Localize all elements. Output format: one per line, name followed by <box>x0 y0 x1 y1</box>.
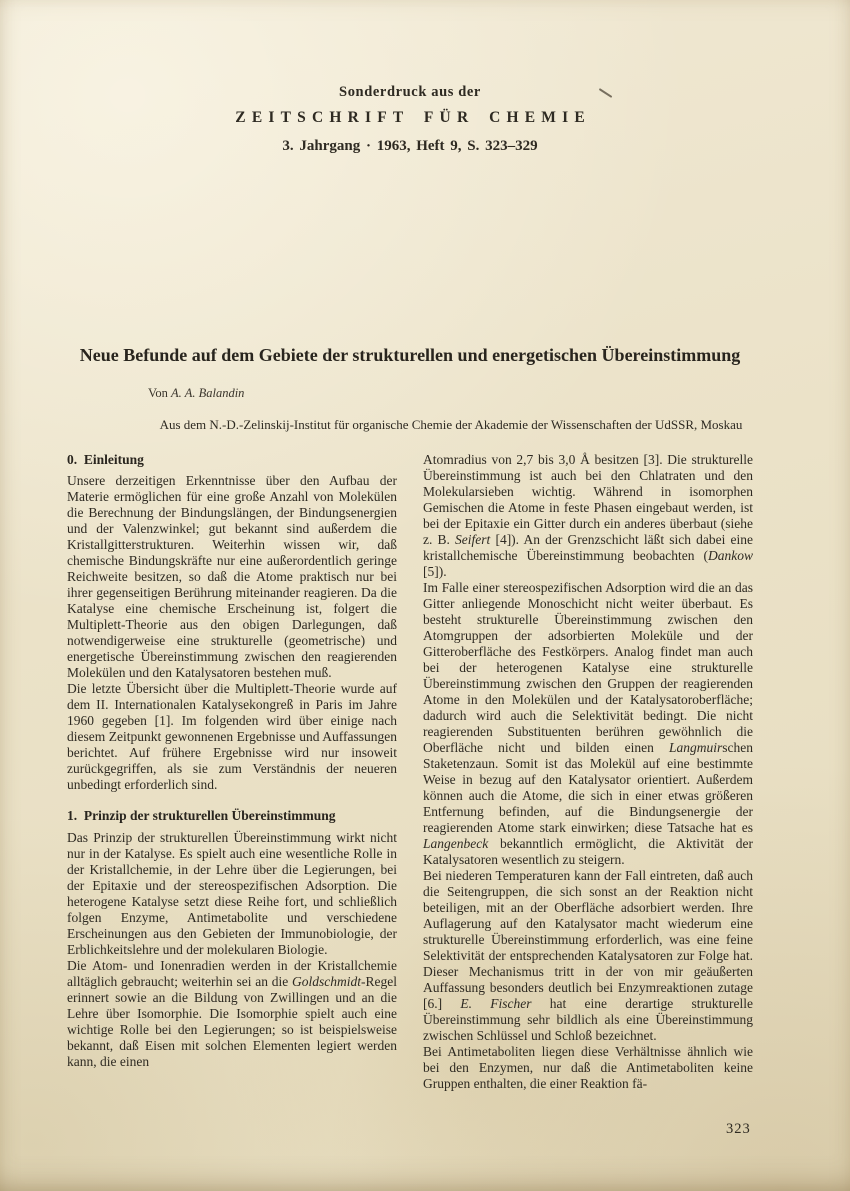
paragraph: Die letzte Übersicht über die Multiplett-Theorie wurde auf dem II. Internationalen Katalysekongreß in Paris im Jahre 1960 gegeben [1]. Im folgenden wird über einige nach diesem Zeitpunkt gewonnenen Ergebnisse und Auffassungen berichtet. Auf frühere Ergebnisse wird nur insoweit zurückgegriffen, als sie zum Verständnis der neueren unbedingt erforderlich sind. <box>67 681 397 792</box>
two-column-body <box>67 452 753 1092</box>
journal-name: ZEITSCHRIFT FÜR CHEMIE <box>235 109 591 126</box>
paragraph: Die Atom- und Ionenradien werden in der Kristallchemie alltäglich gebraucht; weiterhin sei an die Goldschmidt-Regel erinnert sowie an die Bildung von Zwillingen und an die Lehre über Isomorphie. Die Isomorphie spielt auch eine wichtige Rolle bei den Legierungen; so ist beispielsweise bekannt, daß Eisen mit solchen Elementen legiert werden kann, die einen <box>67 958 397 1069</box>
reprint-line: Sonderdruck aus der <box>339 84 481 100</box>
paragraph: Bei niederen Temperaturen kann der Fall eintreten, daß auch die Seitengruppen, die sich sonst an der Reaktion nicht beteiligen, mit an der Oberfläche adsorbiert werden. Ihre Auflagerung auf den Katalysator macht wiederum eine strukturelle Übereinstimmung erforderlich, was eine feine Selektivität der entsprechenden Katalysatoren zur Folge hat. Dieser Mechanismus tritt in der von mir geäußerten Auffassung besonders deutlich bei Enzymreaktionen zutage [6.] E. Fischer hat eine derartige strukturelle Übereinstimmung sehr bildlich als eine Übereinstimmung zwischen Schlüssel und Schloß bezeichnet. <box>423 868 753 1043</box>
paragraph: Bei Antimetaboliten liegen diese Verhältnisse ähnlich wie bei den Enzymen, nur daß die Antimetaboliten keine Gruppen enthalten, die einer Reaktion fä- <box>423 1044 753 1091</box>
right-column <box>423 452 753 1092</box>
section-heading-1: 1. Prinzip der strukturellen Übereinstimmung <box>67 808 336 823</box>
author-name: A. A. Balandin <box>171 386 245 400</box>
paragraph: Das Prinzip der strukturellen Übereinstimmung wirkt nicht nur in der Katalyse. Es spielt auch eine wesentliche Rolle in der Kristallchemie, in der Lehre über die Legierungen, bei der Epitaxie und der stereospezifischen Adsorption. Die heterogene Katalyse setzt diese Reihe fort, und schließlich folgen Enzyme, Antimetabolite und verschiedene Erscheinungen aus den Gebieten der Immunobiologie, der Erblichkeitslehre und der molekularen Biologie. <box>67 830 397 957</box>
paragraph: Atomradius von 2,7 bis 3,0 Å besitzen [3]. Die strukturelle Übereinstimmung ist auch bei den Chlatraten und den Molekularsieben wichtig. Während in isomorphen Gemischen die Atome in feste Phasen eingebaut werden, ist bei der Epitaxie ein Gitter durch ein anderes überbaut (siehe z. B. Seifert [4]). An der Grenzschicht läßt sich dabei eine kristallchemische Übereinstimmung beobachten (Dankow [5]). <box>423 452 754 579</box>
section-heading-0: 0. Einleitung <box>67 452 144 467</box>
paragraph: Im Falle einer stereospezifischen Adsorption wird die an das Gitter anliegende Monoschicht nicht weiter überbaut. Es besteht strukturelle Übereinstimmung zwischen den Atomgruppen der adsorbierten Moleküle und der Gitteroberfläche des Festkörpers. Analog findet man auch bei der heterogenen Katalyse eine strukturelle Übereinstimmung zwischen den Gruppen der reagierenden Atome in den Molekülen und der Katalysatoroberfläche; dadurch wird auch die Selektivität bedingt. Die nicht reagierenden Substituenten berühren gewöhnlich die Oberfläche nicht und bilden einen Langmuirschen Staketenzaun. Somit ist das Molekül auf eine bestimmte Weise in bezug auf den Katalysator orientiert. Außerdem können auch die Atome, die sich in einer etwas größeren Entfernung befinden, auf die Bindungsenergie der reagierenden Atome stark einwirken; diese Tatsache hat es Langenbeck bekanntlich ermöglicht, die Aktivität der Katalysatoren wesentlich zu steigern. <box>423 580 753 867</box>
page-number: 323 <box>726 1121 751 1137</box>
paragraph: Unsere derzeitigen Erkenntnisse über den Aufbau der Materie ermöglichen für eine große Anzahl von Molekülen die Berechnung der Bindungslängen, der Bindungsenergien und der Valenzwinkel; gut bekannt sind außerdem die Kristallgitterstrukturen. Weiterhin wissen wir, daß chemische Bindungskräfte nur eine außerordentlich geringe Reichweite besitzen, so daß die Atome praktisch nur bei ihrer gegenseitigen Berührung miteinander reagieren. Da die Katalyse eine chemische Erscheinung ist, folgert die Multiplett-Theorie aus den obigen Darlegungen, daß notwendigerweise eine strukturelle (geometrische) und energetische Übereinstimmung zwischen den reagierenden Molekülen und den Katalysatoren bestehen muß. <box>67 473 397 680</box>
byline-prefix: Von <box>148 386 168 400</box>
issue-line: 3. Jahrgang · 1963, Heft 9, S. 323–329 <box>282 138 538 154</box>
article-title: Neue Befunde auf dem Gebiete der strukturellen und energetischen Übereinstimmung <box>79 345 741 365</box>
left-column <box>67 452 397 1092</box>
journal-header <box>67 84 753 155</box>
affiliation-line: Aus dem N.-D.-Zelinskij-Institut für organische Chemie der Akademie der Wissenschaften der UdSSR, Moskau <box>159 417 743 432</box>
byline <box>148 386 244 401</box>
